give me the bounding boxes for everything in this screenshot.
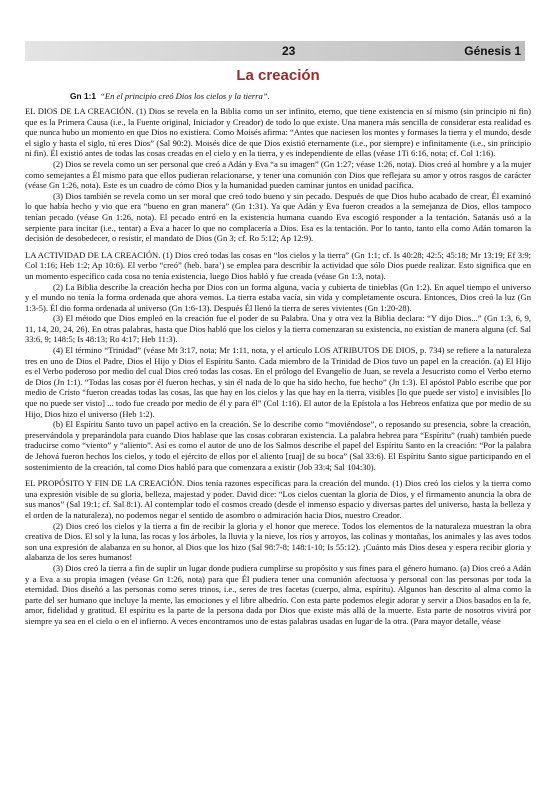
paragraph: (3) Dios creó la tierra a fin de suplir un lugar donde pudiera cumplirse su propósito y sus fines para el género humano. (a) Dios creó a Adán y a Eva a su propia imagen (véase Gn 1:26, nota) para que Él pudiera tener una comunión afectuosa y personal con las personas por toda la eternidad. Dios diseñó a las personas como seres trinos, i.e., seres de tres facetas (cuerpo, alma, espíritu). Algunos han descrito al alma como la parte del ser humano que incluye la mente, las emociones y el libre albedrío. Con esta parte podemos elegir adorar y servir a Dios basados en la fe, amor, fidelidad y gratitud. El espíritu es la parte de la persona dada por Dios que existe más allá de la muerte. Esta parte de nosotros vivirá por siempre ya sea en el cielo o en el infierno. A veces encontramos uno de estas palabras usadas en lugar de la otra. (Para mayor detalle, véase [25,562,531,626]
paragraph: (3) Dios también se revela como un ser moral que creó todo bueno y sin pecado. Después de que Dios hubo acabado de crear, Él examinó lo que había hecho y vio que era “bueno en gran manera” (Gn 1:31). Ya que Adán y Eva fueron creados a la semejanza de Dios, ellos tampoco tenían pecado (véase Gn 1:26, nota). El pecado entró en la existencia humana cuando Eva escogió responder a la tentación. Satanás usó a la serpiente para incitar (i.e., tentar) a Eva a hacer lo que no complacería a Dios. Esa es la tentación. Por lo tanto, tanto ella como Adán tomaron la decisión de desobedecer, o resistir, el mandato de Dios (Gn 3; cf. Ro 5:12; Ap 12:9). [25,190,531,244]
section-title: La creación [236,67,320,84]
paragraph: (2) Dios se revela como un ser personal que creó a Adán y Eva “a su imagen” (Gn 1:27; véase 1:26, nota). Dios creó al hombre y a la mujer como semejantes a Él mismo para que ellos pudieran relacionarse, y tener una comunión con Dios que reflejara su amor y otros rasgos de carácter (véase Gn 1:26, nota). Este es un cuadro de cómo Dios y la humanidad pueden caminar juntos en unidad pacífica. [25,158,531,191]
verse-text: “En el principio creó Dios los cielos y la tierra”. [100,91,270,101]
book-chapter: Génesis 1 [464,44,521,58]
paragraph: (3) El método que Dios empleó en la creación fue el poder de su Palabra. Una y otra vez la Biblia declara: “Y dijo Dios...” (Gn 1:3, 6, 9, 11, 14, 20, 24, 26). En otras palabras, hasta que Dios habló que los cielos y la tierra comenzaran su existencia, no existían de manera alguna (cf. Sal 33:6, 9; 148:5; Is 48:13; Ro 4:17; Heb 11:3). [25,313,531,345]
page-header [25,41,525,61]
paragraph: LA ACTIVIDAD DE LA CREACIÓN. (1) Dios creó todas las cosas en “los cielos y la tierra” (Gn 1:1; cf. Is 40:28; 42:5; 45:18; Mr 13:19; Ef 3:9; Col 1:16; Heb 1:2; Ap 10:6). El verbo “creó” (heb. bara’) se emplea para describir la actividad que sólo Dios puede realizar. Esto significa que en un momento específico cada cosa no tenía existencia, luego Dios habló y fue creada (véase Gn 1:3, nota). [25,249,531,281]
key-verse [70,91,270,101]
paragraph: EL PROPÓSITO Y FIN DE LA CREACIÓN. Dios tenía razones específicas para la creación del mundo. (1) Dios creó los cielos y la tierra como una expresión visible de su gloria, belleza, majestad y poder. David dice: “Los cielos cuentan la gloria de Dios, y el firmamento anuncia la obra de sus manos” (Sal 19:1; cf. Sal 8:1). Al contemplar todo el cosmos creado (desde el inmenso espacio y diversas partes del universo, hasta la belleza y el orden de la naturaleza), no podemos negar el sentido de asombro o admiración hacia Dios, nuestro Creador. [25,478,531,520]
paragraph: (b) El Espíritu Santo tuvo un papel activo en la creación. Se lo describe como “moviéndose”, o reposando su presencia, sobre la creación, preservándola y preparándola para cuando Dios hablase que las cosas cobraran existencia. La palabra hebrea para “Espíritu” (ruah) también puede traducirse como “viento” y “aliento”. Así es como el autor de uno de los Salmos describe el papel del Espíritu Santo en la creación: “Por la palabra de Jehová fueron hechos los cielos, y todo el ejército de ellos por el aliento [ruaj] de su boca” (Sal 33:6). El Espíritu Santo sigue participando en el sostenimiento de la creación, tal como Dios habló para que comenzara a existir (Job 33:4; Sal 104:30). [25,419,531,472]
paragraph: (2) Dios creó los cielos y la tierra a fin de recibir la gloria y el honor que merece. Todos los elementos de la naturaleza muestran la obra creativa de Dios. El sol y la luna, las rocas y los árboles, la lluvia y la nieve, los ríos y arroyos, las colinas y montañas, los animales y las aves todos son una expresión de alabanza en su honor, al Dios que los hizo (Sal 98:7-8; 148:1-10; Is 55:12). ¡Cuánto más Dios desea y espera recibir gloria y alabanza de los seres humanos! [25,520,531,563]
paragraph: (4) El término “Trinidad” (véase Mt 3:17, nota; Mr 1:11, nota, y el artículo LOS ATRIBUTOS DE DIOS, p. 734) se refiere a la naturaleza tres en uno de Dios el Padre, Dios el Hijo y Dios el Espíritu Santo. Cada miembro de la Trinidad de Dios tuvo un papel en la creación. (a) El Hijo es el Verbo poderoso por medio del cual Dios creó todas las cosas. En el prólogo del Evangelio de Juan, se revela a Jesucristo como el Verbo eterno de Dios (Jn 1:1). “Todas las cosas por él fueron hechas, y sin él nada de lo que ha sido hecho, fue hecho” (Jn 1:3). El apóstol Pablo escribe que por medio de Cristo “fueron creadas todas las cosas, las que hay en los cielos y las que hay en la tierra, visibles [lo que puede ser visto] e invisibles [lo que no puede ser visto] ... todo fue creado por medio de él y para él” (Col 1:16). El autor de la Epístola a los Hebreos enfatiza que por medio de su Hijo, Dios hizo el universo (Heb 1:2). [25,345,531,419]
article-body [25,106,531,627]
paragraph: (2) La Biblia describe la creación hecha por Dios con un forma alguna, vacía y cubierta de tinieblas (Gn 1:2). En aquel tiempo el universo y el mundo no tenía la forma ordenada que ahora vemos. La tierra estaba vacía, sin vida y completamente oscura. Entonces, Dios creó la luz (Gn 1:3-5). Él dio forma ordenada al universo (Gn 1:6-13). Después Él llenó la tierra de seres vivientes (Gn 1:20-28). [25,281,531,313]
paragraph: EL DIOS DE LA CREACIÓN. (1) Dios se revela en la Biblia como un ser infinito, eterno, que tiene existencia en sí mismo (sin principio ni fin) que es la Primera Causa (i.e., la Fuente original, Iniciador y Creador) de todo lo que existe. Una manera más sencilla de considerar esta realidad es que nunca hubo un momento en que Dios no existiera. Como Moisés afirma: “Antes que naciesen los montes y formases la tierra y el mundo, desde el siglo y hasta el siglo, tú eres Dios” (Sal 90:2). Moisés dice de que Dios existió eternamente (i.e., por siempre) e infinitamente (i.e., sin principio ni fin). Él existió antes de todas las cosas creadas en el cielo y en la tierra, y es independiente de ellas (véase 1Ti 6:16, nota; cf. Col 1:16). [25,106,531,159]
page-number: 23 [282,44,296,58]
verse-reference: Gn 1:1 [70,91,97,101]
